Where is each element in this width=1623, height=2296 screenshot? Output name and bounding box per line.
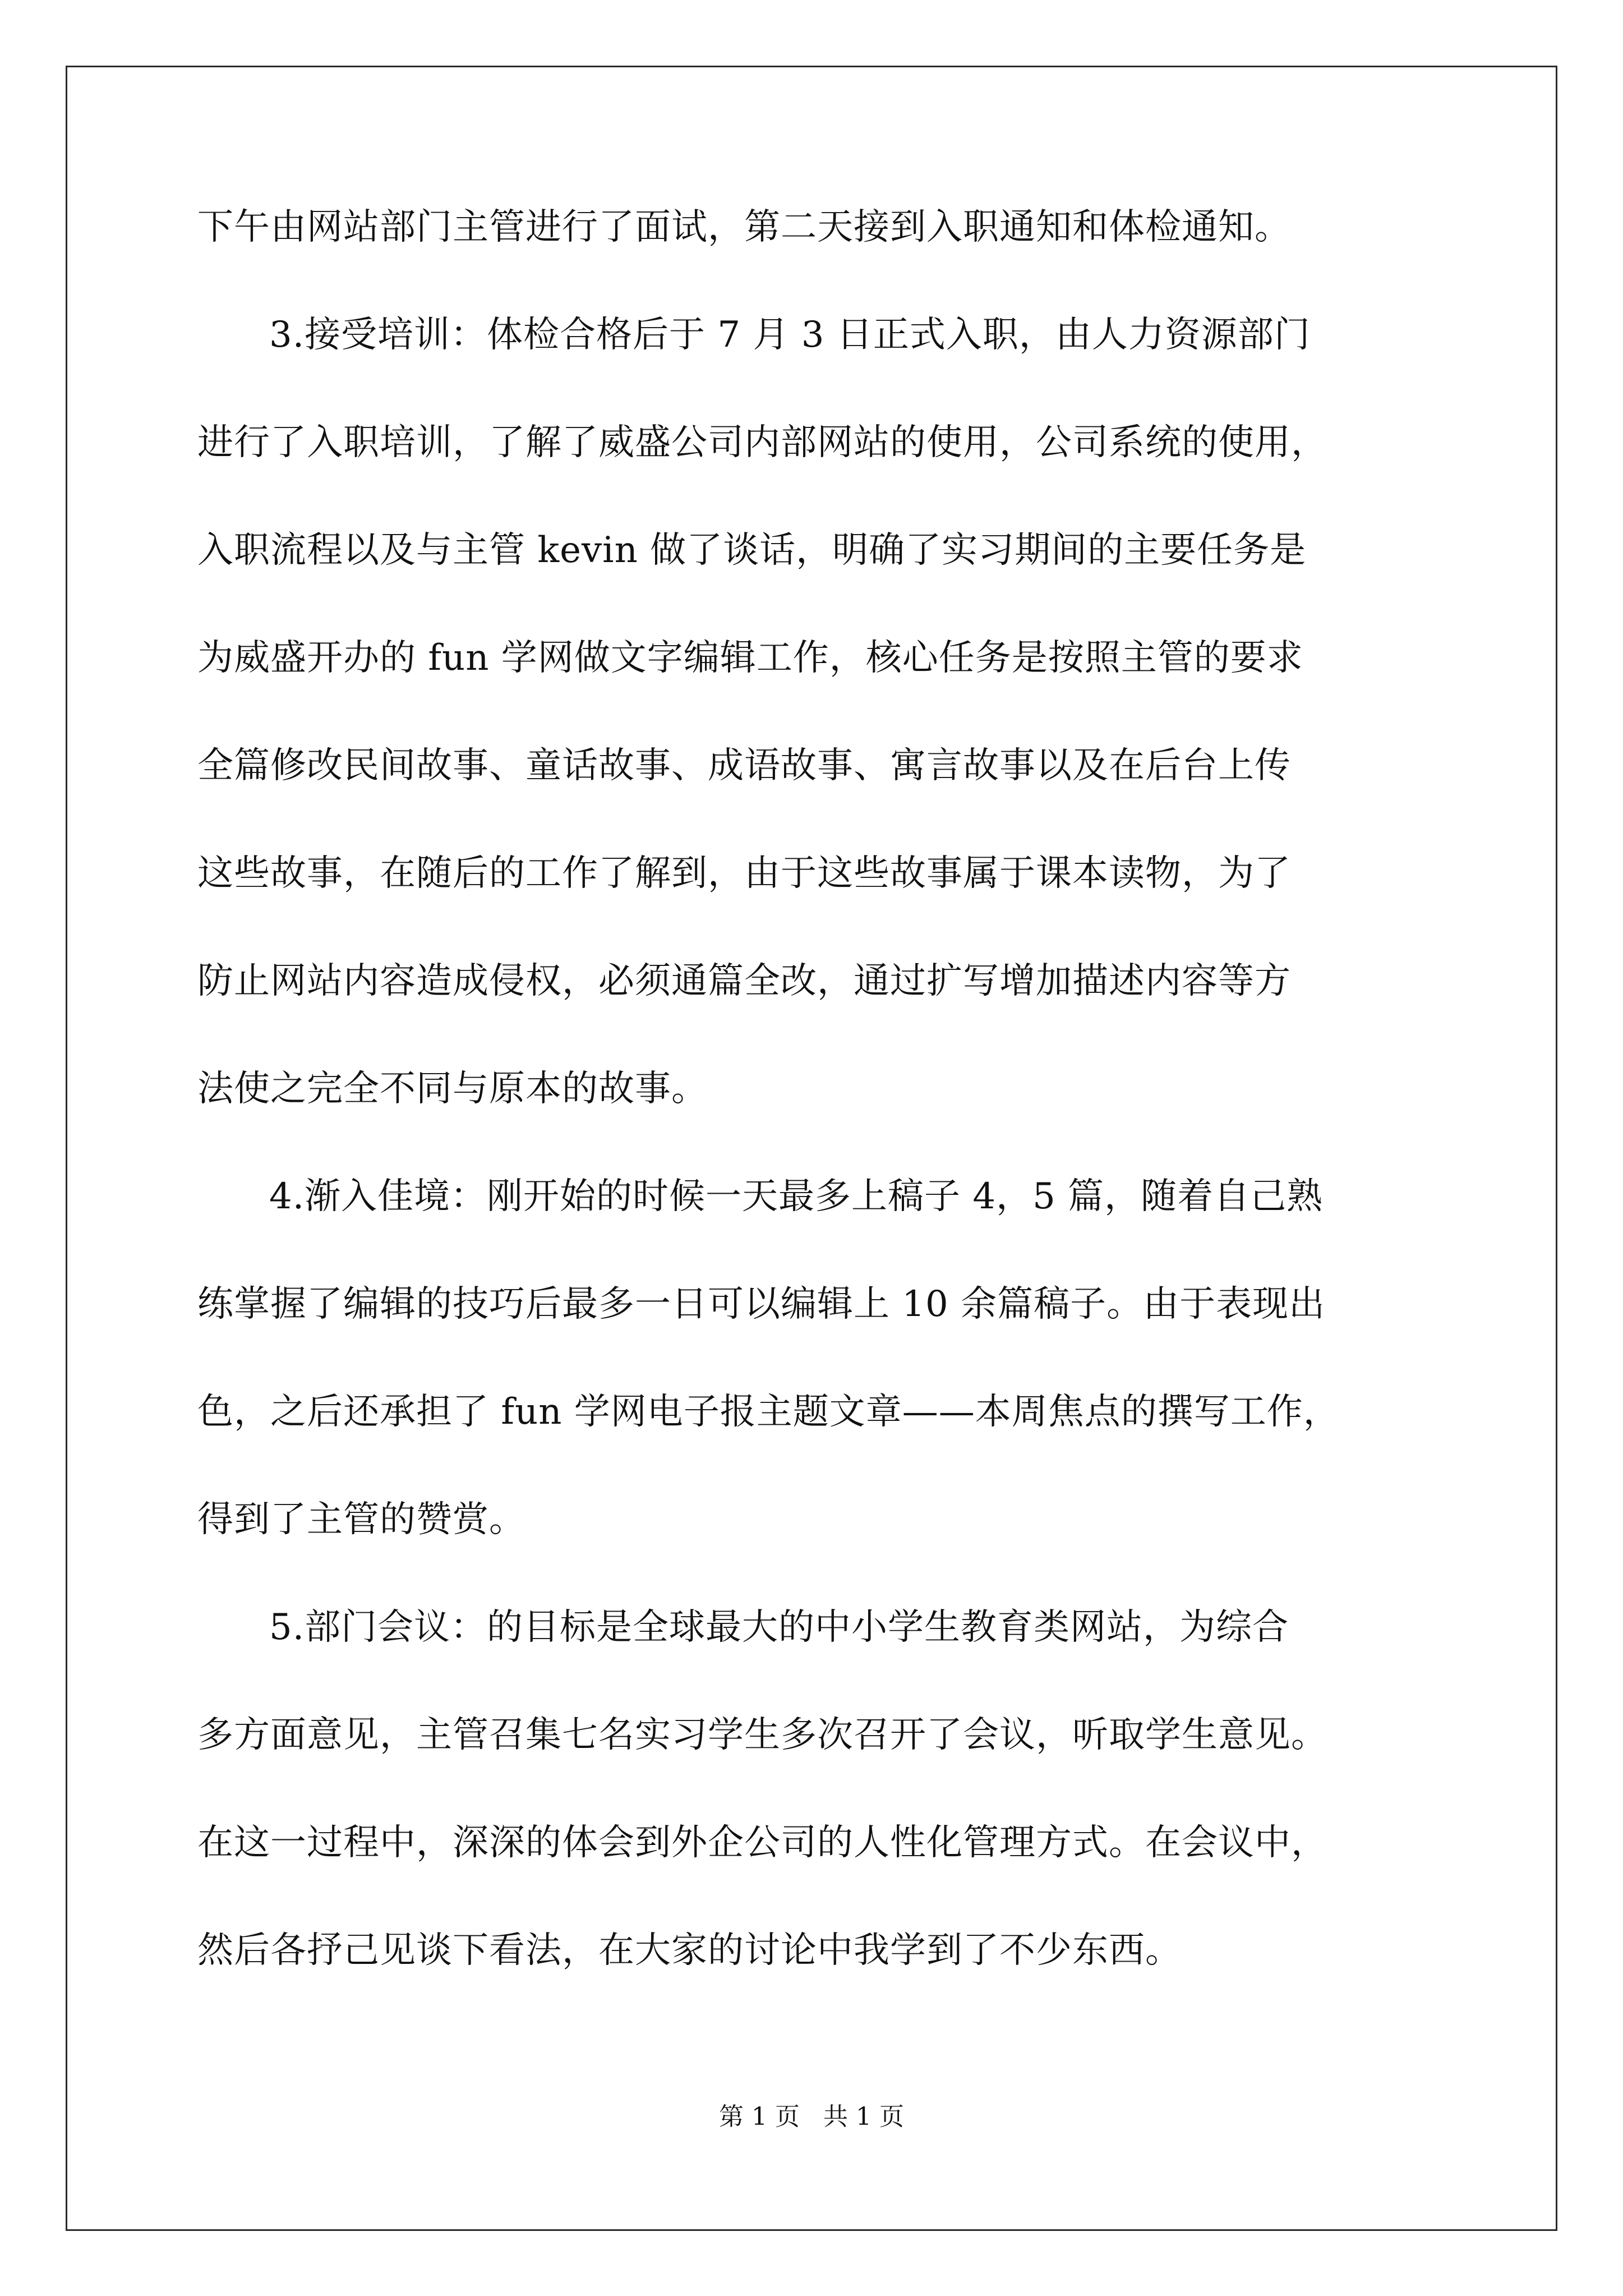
paragraph-4-line-4: 得到了主管的赞赏。 bbox=[197, 1499, 525, 1540]
paragraph-5-line-2: 多方面意见，主管召集七名实习学生多次召开了会议，听取学生意见。 bbox=[197, 1714, 1327, 1756]
paragraph-3-line-8: 法使之完全不同与原本的故事。 bbox=[197, 1068, 708, 1110]
paragraph-3-line-3: 入职流程以及与主管 kevin 做了谈话，明确了实习期间的主要任务是 bbox=[197, 530, 1307, 571]
paragraph-5-line-1: 5.部门会议：的目标是全球最大的中小学生教育类网站，为综合 bbox=[269, 1607, 1289, 1648]
paragraph-3-line-1: 3.接受培训：体检合格后于 7 月 3 日正式入职，由人力资源部门 bbox=[269, 314, 1311, 356]
paragraph-4-line-2: 练掌握了编辑的技巧后最多一日可以编辑上 10 余篇稿子。由于表现出 bbox=[197, 1283, 1326, 1325]
paragraph-4-line-1: 4.渐入佳境：刚开始的时候一天最多上稿子 4，5 篇，随着自己熟 bbox=[269, 1176, 1324, 1217]
paragraph-3-line-4: 为威盛开办的 fun 学网做文字编辑工作，核心任务是按照主管的要求 bbox=[197, 637, 1303, 679]
paragraph-5-line-4: 然后各抒己见谈下看法，在大家的讨论中我学到了不少东西。 bbox=[197, 1930, 1182, 1971]
paragraph-3-line-5: 全篇修改民间故事、童话故事、成语故事、寓言故事以及在后台上传 bbox=[197, 745, 1291, 786]
paragraph-3-line-2: 进行了入职培训，了解了威盛公司内部网站的使用，公司系统的使用， bbox=[197, 422, 1327, 463]
paragraph-3-line-6: 这些故事，在随后的工作了解到，由于这些故事属于课本读物，为了 bbox=[197, 853, 1291, 894]
paragraph-5-line-3: 在这一过程中，深深的体会到外企公司的人性化管理方式。在会议中， bbox=[197, 1822, 1327, 1864]
page-footer: 第 1 页 共 1 页 bbox=[719, 2102, 904, 2131]
paragraph-3-line-7: 防止网站内容造成侵权，必须通篇全改，通过扩写增加描述内容等方 bbox=[197, 960, 1291, 1002]
paragraph-4-line-3: 色，之后还承担了 fun 学网电子报主题文章——本周焦点的撰写工作， bbox=[197, 1391, 1340, 1433]
body-line-1: 下午由网站部门主管进行了面试，第二天接到入职通知和体检通知。 bbox=[197, 206, 1291, 248]
page-border bbox=[66, 66, 1557, 2231]
